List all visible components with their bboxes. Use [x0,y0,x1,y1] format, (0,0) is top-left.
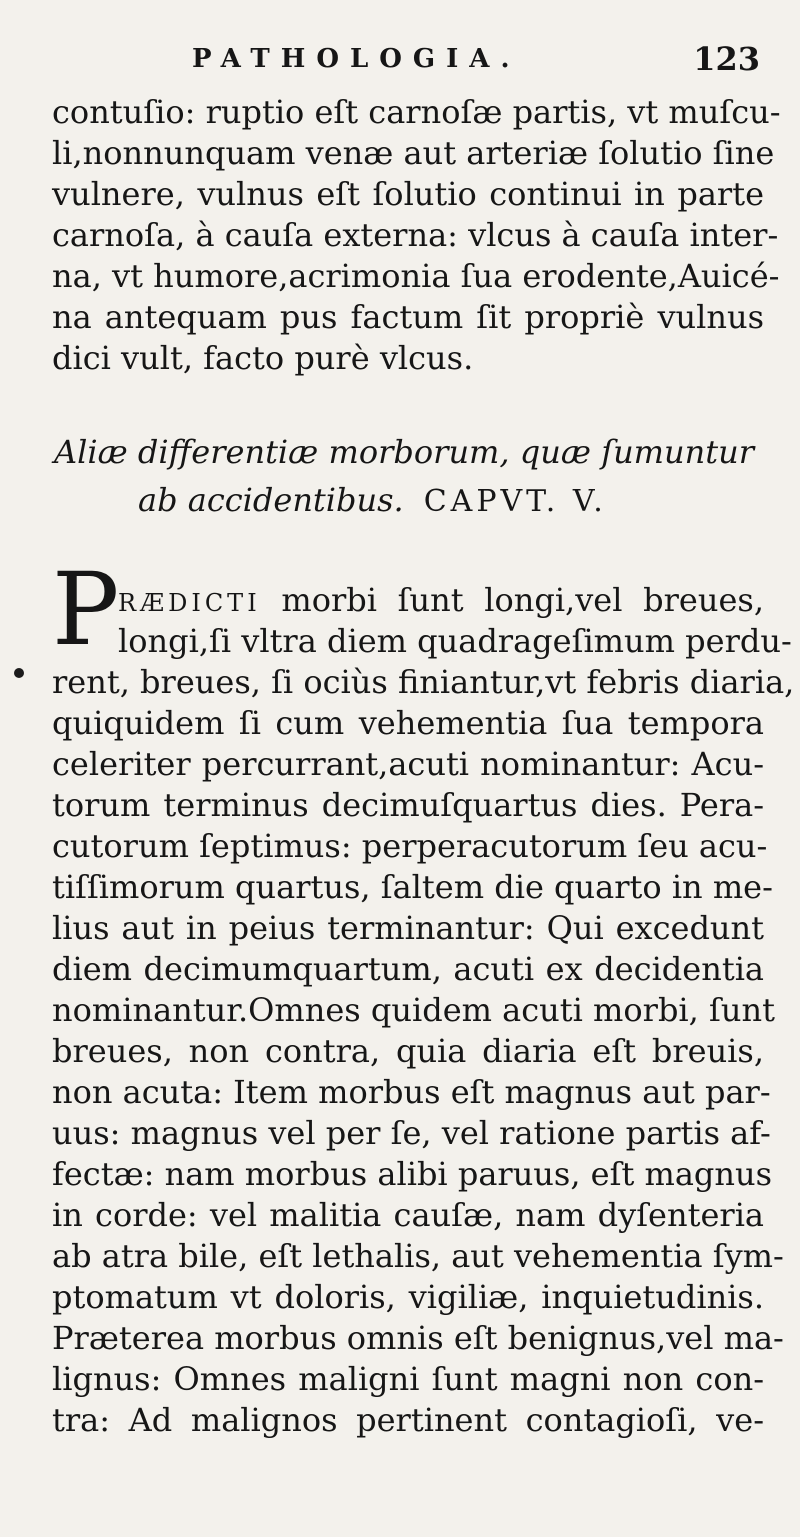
chapter-heading-line-2 [138,478,800,524]
text-line: breues, non contra, quia diaria eſt breuis, [52,1032,764,1070]
text-line: in corde: vel malitia cauſæ, nam dyſenteria [52,1196,764,1234]
text-line: lignus: Omnes maligni ſunt magni non con- [52,1360,764,1398]
drop-cap: P [52,551,120,668]
chapter-heading-line-1: Aliæ differentiæ morborum, quæ ſumuntur [54,433,754,471]
page-header [0,40,800,84]
text-line: ptomatum vt doloris, vigiliæ, inquietudinis. [52,1278,764,1316]
text-line: carnoſa, à cauſa externa: vlcus à cauſa inter- [52,216,779,254]
first-line-rest: morbi ſunt longi,vel breues, [281,581,765,619]
text-line: li,nonnunquam venæ aut arteriæ ſolutio ſine [52,134,775,172]
text-line: tra: Ad malignos pertinent contagioſi, ve- [52,1401,764,1439]
running-head: PATHOLOGIA. [192,44,521,74]
text-line: tiſſimorum quartus, ſaltem die quarto in me- [52,868,773,906]
page-number: 123 [693,40,760,78]
text-line: lius aut in peius terminantur: Qui excedunt [52,909,764,947]
first-word-smallcaps: RÆDICTI [118,589,261,617]
text-line: fectæ: nam morbus alibi paruus, eſt magnus [52,1155,773,1193]
text-line: cutorum ſeptimus: perperacutorum ſeu acu- [52,827,768,865]
margin-bullet-mark [14,668,24,678]
chapter-label: CAPVT. V. [423,484,607,519]
text-line: diem decimumquartum, acuti ex decidentia [52,950,764,988]
text-line: ab atra bile, eſt lethalis, aut vehementia ſym- [52,1237,784,1275]
chapter-heading-text: ab accidentibus. [138,481,404,519]
text-line: uus: magnus vel per ſe, vel ratione partis af- [52,1114,771,1152]
text-line: longi,ſi vltra diem quadrageſimum perdu- [118,622,792,660]
text-line: celeriter percurrant,acuti nominantur: Acu- [52,745,764,783]
text-line: nominantur.Omnes quidem acuti morbi, ſunt [52,991,775,1029]
text-line: vulnere, vulnus eſt ſolutio continui in parte [52,175,764,213]
text-line-first [118,580,764,623]
text-line: na antequam pus factum ſit propriè vulnus [52,298,764,336]
text-line: na, vt humore,acrimonia ſua erodente,Auicé- [52,257,780,295]
text-line: dici vult, facto purè vlcus. [52,339,474,377]
text-line: Præterea morbus omnis eſt benignus,vel ma- [52,1319,784,1357]
text-line: torum terminus decimuſquartus dies. Pera- [52,786,764,824]
text-line: rent, breues, ſi ociùs finiantur,vt febris diaria, [52,663,795,701]
text-line: non acuta: Item morbus eſt magnus aut par- [52,1073,771,1111]
text-line: quiquidem ſi cum vehementia ſua tempora [52,704,764,742]
text-line: contuſio: ruptio eſt carnoſæ partis, vt muſcu- [52,93,781,131]
